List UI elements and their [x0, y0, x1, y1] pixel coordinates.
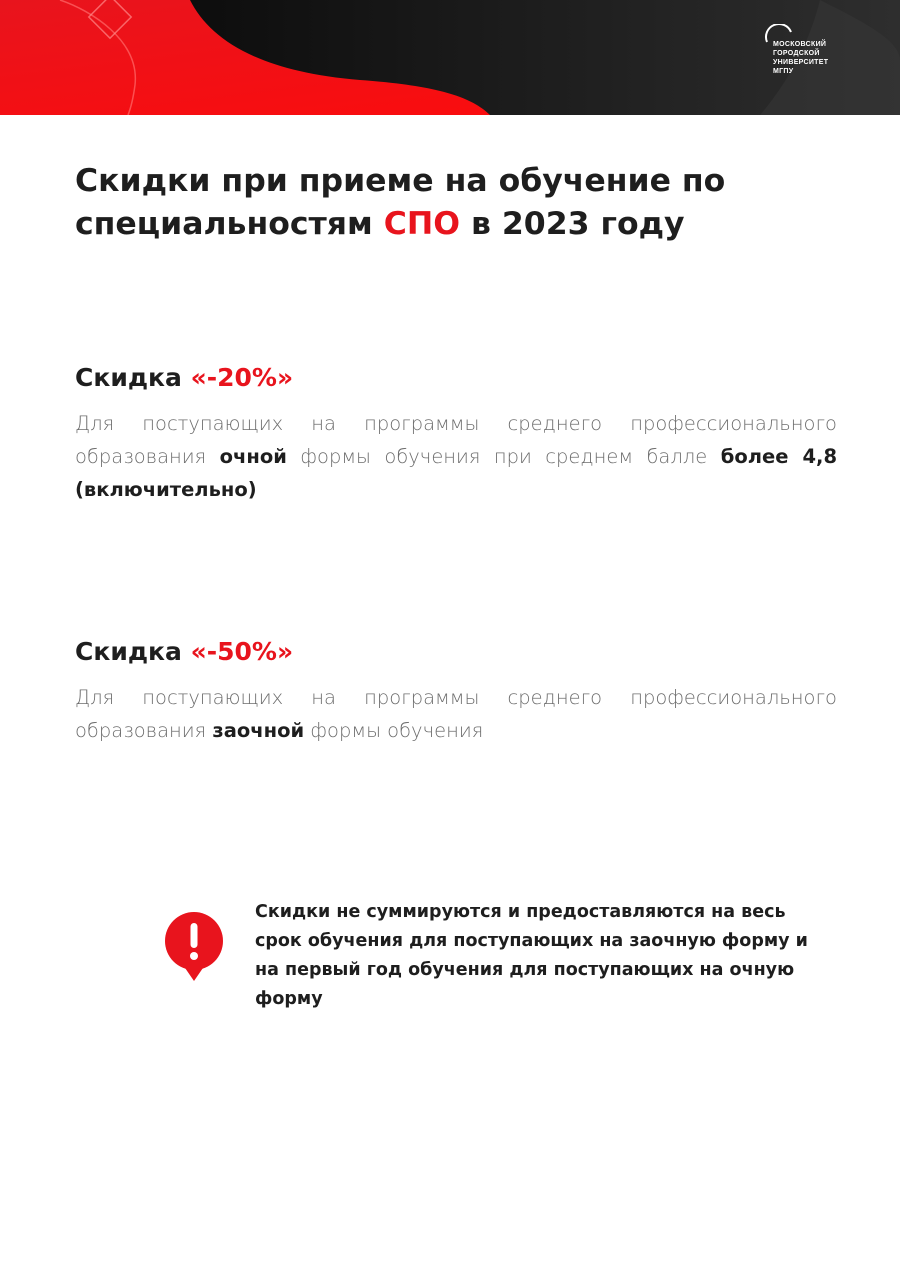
- exclamation-icon: [163, 910, 225, 982]
- discount-20-description: [75, 407, 837, 506]
- logo-line: МГПУ: [773, 68, 794, 75]
- description-text: Для поступающих на программы среднего профессионального образования: [75, 686, 837, 742]
- discount-label: Скидка: [75, 637, 191, 666]
- discount-value: «-50%»: [190, 637, 294, 666]
- description-bold: очной: [219, 445, 287, 468]
- title-part1: Скидки при приеме на обучение по специальностям: [75, 163, 726, 242]
- description-bold: заочной: [212, 719, 305, 742]
- description-bold: более 4,8 (включительно): [75, 445, 838, 501]
- discount-50-heading: [75, 636, 293, 668]
- description-text: Для поступающих на программы среднего профессионального образования: [75, 412, 837, 468]
- header-banner: [0, 0, 900, 115]
- discount-value: «-20%»: [190, 363, 294, 392]
- logo-text: [773, 40, 828, 76]
- discount-50-description: [75, 681, 837, 747]
- page-title: [75, 160, 855, 246]
- discount-label: Скидка: [75, 363, 191, 392]
- discount-20-heading: [75, 362, 293, 394]
- logo-line: МОСКОВСКИЙ: [773, 41, 827, 48]
- description-text: формы обучения при среднем балле: [286, 445, 721, 468]
- discount-note: Скидки не суммируются и предоставляются на весь срок обучения для поступающих на заочную форму и на первый год обучения для поступающих на очную форму: [255, 902, 808, 1009]
- logo-line: УНИВЕРСИТЕТ: [773, 59, 829, 66]
- logo-line: ГОРОДСКОЙ: [773, 50, 820, 57]
- description-text: формы обучения: [304, 719, 484, 742]
- title-highlight: СПО: [383, 206, 461, 242]
- university-logo: [764, 24, 854, 84]
- title-part2: в 2023 году: [460, 206, 685, 242]
